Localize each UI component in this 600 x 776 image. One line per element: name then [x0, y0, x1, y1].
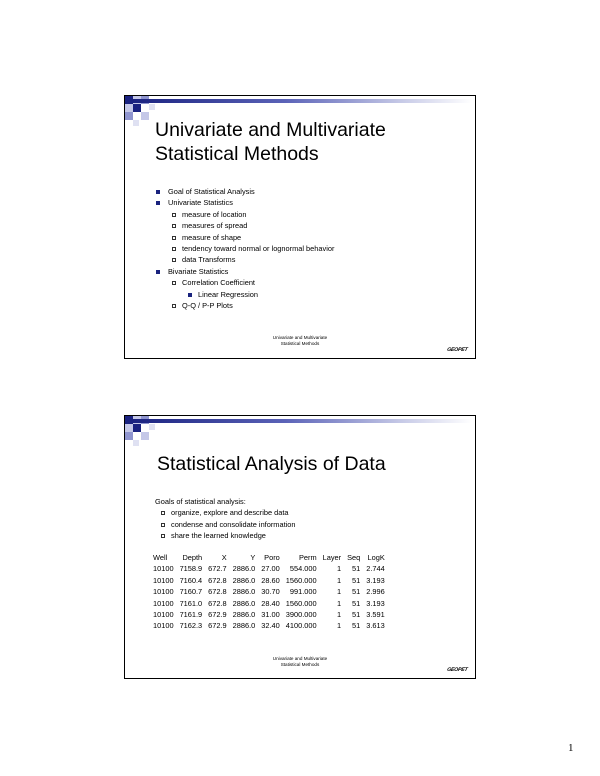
hollow-bullet-icon [172, 224, 176, 228]
geopet-logo: GEOPET [446, 667, 468, 673]
table-cell: 991.000 [289, 587, 317, 597]
bullet-item [155, 254, 334, 265]
hollow-bullet-icon [172, 213, 176, 217]
hollow-bullet-icon [172, 236, 176, 240]
hollow-bullet-icon [172, 247, 176, 251]
table-cell: 3.193 [366, 598, 385, 608]
table-cell: 554.000 [289, 564, 317, 574]
table-cell: 10100 [153, 598, 174, 608]
bullet-text: tendency toward normal or lognormal behavior [182, 244, 335, 254]
hollow-bullet-icon [172, 258, 176, 262]
table-cell: 672.9 [208, 621, 227, 631]
footer-line-1: Univariate and Multivariate [272, 335, 328, 340]
table-row [153, 620, 388, 631]
table-cell: 3.193 [366, 575, 385, 585]
goal-item [155, 507, 296, 518]
bullet-item [155, 220, 334, 231]
slide-2 [124, 415, 476, 679]
table-body [153, 563, 388, 631]
table-header-row [153, 552, 388, 563]
table-cell: 2886.0 [232, 587, 256, 597]
bullet-text: Correlation Coefficient [182, 278, 255, 288]
slide-title [155, 118, 455, 166]
column-header: Poro [264, 553, 280, 562]
slide-title: Statistical Analysis of Data [157, 453, 386, 475]
table-row [153, 609, 388, 620]
table-cell: 1560.000 [285, 598, 317, 608]
bullet-item [155, 266, 334, 277]
table-cell: 672.8 [208, 575, 227, 585]
column-header: X [221, 553, 227, 562]
goal-text: share the learned knowledge [171, 531, 266, 541]
table-cell: 1 [336, 575, 342, 585]
table-cell: 1 [336, 610, 342, 620]
bullet-item [155, 289, 334, 300]
title-bar-gradient [133, 99, 472, 103]
square-bullet-icon [156, 201, 160, 205]
page-number: 1 [568, 742, 574, 754]
footer-line-1: Univariate and Multivariate [272, 656, 328, 661]
bullet-item [155, 232, 334, 243]
hollow-bullet-icon [161, 511, 165, 515]
hollow-bullet-icon [172, 281, 176, 285]
column-header: Layer [322, 553, 342, 562]
bullet-item [155, 209, 334, 220]
bullet-text: measure of location [182, 209, 247, 219]
column-header: Well [153, 553, 168, 562]
table-cell: 1 [336, 621, 342, 631]
table-cell: 7161.0 [179, 598, 203, 608]
footer-line-2: Statistical Methods [280, 662, 320, 667]
goals-heading: Goals of statistical analysis: [155, 497, 246, 506]
table-cell: 51 [352, 587, 361, 597]
table-cell: 51 [352, 610, 361, 620]
table-cell: 27.00 [261, 564, 280, 574]
table-cell: 2886.0 [232, 610, 256, 620]
table-cell: 51 [352, 564, 361, 574]
table-cell: 1 [336, 598, 342, 608]
table-cell: 672.8 [208, 598, 227, 608]
column-header: Perm [298, 553, 317, 562]
goal-text: condense and consolidate information [171, 519, 296, 529]
title-line-1: Univariate and Multivariate [155, 119, 386, 141]
table-cell: 4100.000 [285, 621, 317, 631]
hollow-bullet-icon [161, 534, 165, 538]
goal-text: organize, explore and describe data [171, 508, 289, 518]
table-cell: 30.70 [261, 587, 280, 597]
bullet-item [155, 243, 334, 254]
table-cell: 10100 [153, 610, 174, 620]
column-header: Depth [182, 553, 203, 562]
bullet-item [155, 197, 334, 208]
table-cell: 2886.0 [232, 621, 256, 631]
table-cell: 7160.4 [179, 575, 203, 585]
square-bullet-icon [156, 270, 160, 274]
footer-line-2: Statistical Methods [280, 341, 320, 346]
hollow-bullet-icon [161, 523, 165, 527]
table-cell: 7158.9 [179, 564, 203, 574]
table-cell: 51 [352, 598, 361, 608]
well-data-table [153, 552, 388, 632]
title-line-2: Statistical Methods [155, 143, 319, 165]
bullet-item [155, 300, 334, 311]
bullet-text: data Transforms [182, 255, 236, 265]
table-cell: 672.9 [208, 610, 227, 620]
bullet-text: measure of shape [182, 232, 242, 242]
bullet-text: measures of spread [182, 221, 248, 231]
slide-footer [125, 335, 475, 347]
table-cell: 7160.7 [179, 587, 203, 597]
goal-item [155, 530, 296, 541]
table-cell: 10100 [153, 621, 174, 631]
table-cell: 2.744 [366, 564, 385, 574]
table-row [153, 575, 388, 586]
bullet-text: Q-Q / P-P Plots [182, 301, 233, 311]
table-cell: 672.7 [208, 564, 227, 574]
bullet-text: Univariate Statistics [168, 198, 233, 208]
slide-footer [125, 656, 475, 668]
table-cell: 7162.3 [179, 621, 203, 631]
table-cell: 1 [336, 564, 342, 574]
table-cell: 672.8 [208, 587, 227, 597]
table-cell: 1560.000 [285, 575, 317, 585]
table-cell: 2.996 [366, 587, 385, 597]
bullet-item [155, 186, 334, 197]
column-header: LogK [367, 553, 385, 562]
table-cell: 2886.0 [232, 564, 256, 574]
bullet-list [155, 186, 334, 311]
table-cell: 28.40 [261, 598, 280, 608]
table-row [153, 563, 388, 574]
slide-1 [124, 95, 476, 359]
table-cell: 10100 [153, 575, 174, 585]
table-cell: 10100 [153, 564, 174, 574]
table-cell: 3.613 [366, 621, 385, 631]
table-row [153, 586, 388, 597]
goal-item [155, 519, 296, 530]
column-header: Y [250, 553, 256, 562]
table-cell: 31.00 [261, 610, 280, 620]
table-cell: 1 [336, 587, 342, 597]
column-header: Seq [347, 553, 361, 562]
bullet-item [155, 277, 334, 288]
bullet-text: Goal of Statistical Analysis [168, 187, 255, 196]
table-cell: 51 [352, 621, 361, 631]
square-bullet-icon [156, 190, 160, 194]
bullet-text: Linear Regression [198, 289, 258, 299]
table-cell: 3.591 [366, 610, 385, 620]
table-cell: 10100 [153, 587, 174, 597]
table-cell: 3900.000 [285, 610, 317, 620]
bullet-text: Bivariate Statistics [168, 266, 229, 276]
table-cell: 28.60 [261, 575, 280, 585]
table-cell: 32.40 [261, 621, 280, 631]
geopet-logo: GEOPET [446, 347, 468, 353]
table-cell: 51 [352, 575, 361, 585]
hollow-bullet-icon [172, 304, 176, 308]
goals-section [155, 496, 296, 542]
table-cell: 7161.9 [179, 610, 203, 620]
table-row [153, 598, 388, 609]
table-cell: 2886.0 [232, 575, 256, 585]
square-bullet-icon [188, 293, 192, 297]
table-cell: 2886.0 [232, 598, 256, 608]
title-bar-gradient [133, 419, 472, 423]
